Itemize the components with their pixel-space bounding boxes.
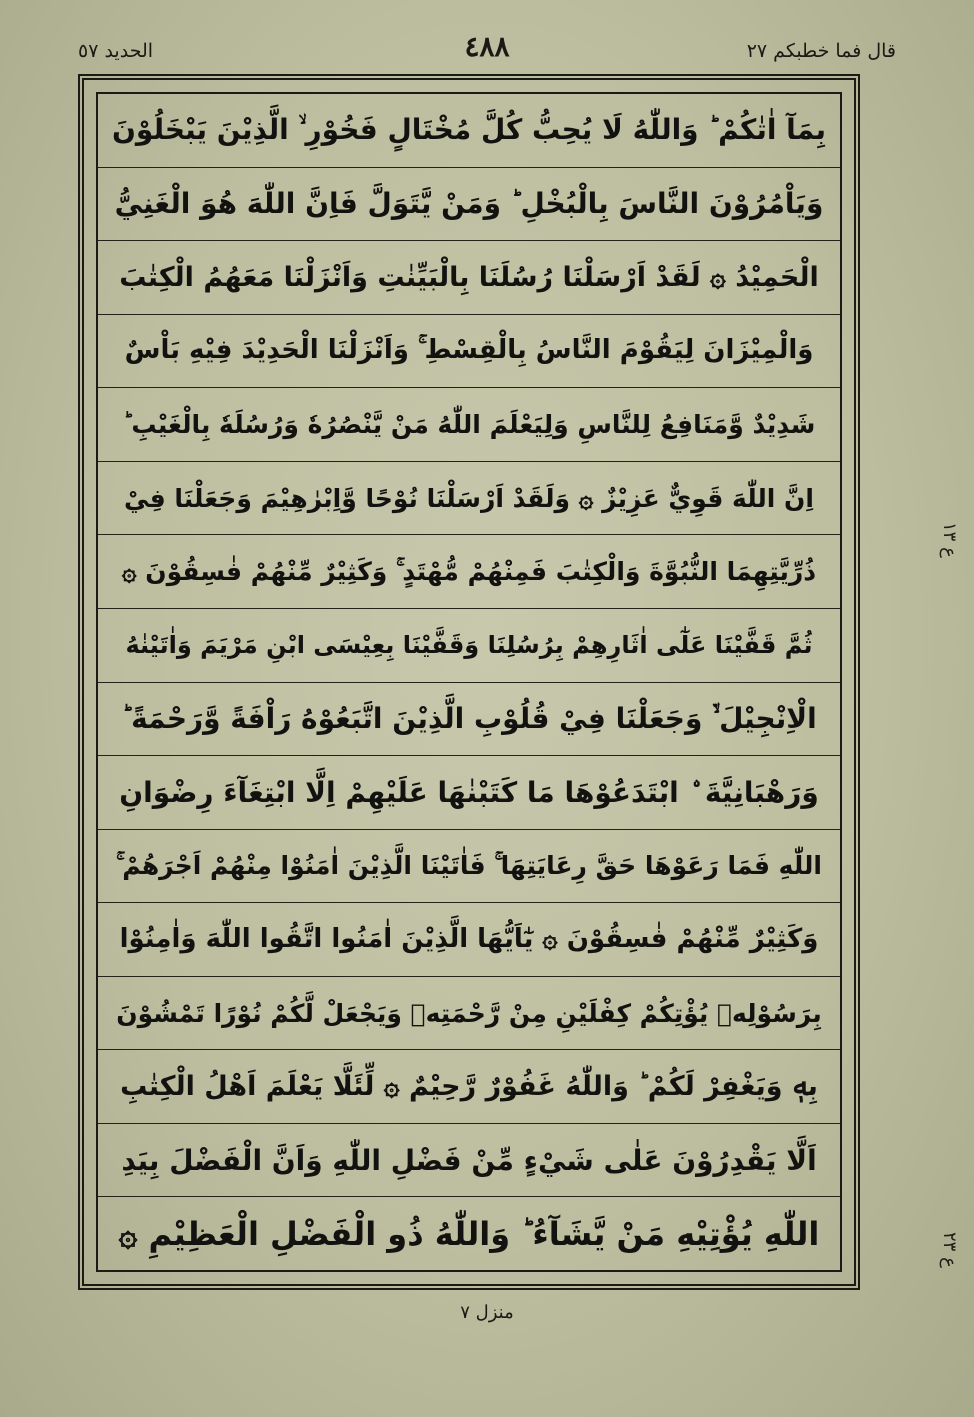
text-frame	[78, 74, 860, 1290]
ruku-marker: ع ٢٣	[939, 1232, 960, 1268]
verse-line: اللّٰهِ يُؤْتِيْهِ مَنْ يَّشَآءُ ؕ وَاللّٰهُ ذُو الْفَضْلِ الْعَظِيْمِ ۞	[118, 1214, 820, 1253]
verse-line: وَيَاْمُرُوْنَ النَّاسَ بِالْبُخْلِ ؕ وَمَنْ يَّتَوَلَّ فَاِنَّ اللّٰهَ هُوَ الْغَنِيُّ	[98, 168, 840, 242]
verse-line: وَالْمِيْزَانَ لِيَقُوْمَ النَّاسُ بِالْقِسْطِ ۚ وَاَنْزَلْنَا الْحَدِيْدَ فِيْهِ بَاْسٌ	[98, 315, 840, 389]
verse-line: وَرَهْبَانِيَّةَ ۨ ابْتَدَعُوْهَا مَا كَتَبْنٰهَا عَلَيْهِمْ اِلَّا ابْتِغَآءَ رِضْوَانِ	[98, 756, 840, 830]
juz-title: قال فما خطبكم ٢٧	[746, 40, 896, 62]
verse-line: ثُمَّ قَفَّيْنَا عَلٰٓى اٰثَارِهِمْ بِرُسُلِنَا وَقَفَّيْنَا بِعِيْسَى ابْنِ مَرْيَمَ وَاٰتَيْنٰهُ	[98, 609, 840, 683]
verse-line: اللّٰهِ فَمَا رَعَوْهَا حَقَّ رِعَايَتِهَا ۚ فَاٰتَيْنَا الَّذِيْنَ اٰمَنُوْا مِنْهُمْ اَجْرَهُمْ ۚ	[98, 830, 840, 904]
verse-line: بِهٖ وَيَغْفِرْ لَكُمْ ؕ وَاللّٰهُ غَفُوْرٌ رَّحِيْمٌ ۞ لِّئَلَّا يَعْلَمَ اَهْلُ الْكِتٰبِ	[98, 1050, 840, 1124]
page-header	[78, 28, 896, 72]
surah-title: الحديد ٥٧	[78, 40, 154, 62]
verse-line: وَكَثِيْرٌ مِّنْهُمْ فٰسِقُوْنَ ۞ يٰٓاَيُّهَا الَّذِيْنَ اٰمَنُوا اتَّقُوا اللّٰهَ وَاٰمِنُوْا	[98, 903, 840, 977]
verse-line: الْحَمِيْدُ ۞ لَقَدْ اَرْسَلْنَا رُسُلَنَا بِالْبَيِّنٰتِ وَاَنْزَلْنَا مَعَهُمُ الْكِتٰبَ	[98, 241, 840, 315]
verse-line: ذُرِّيَّتِهِمَا النُّبُوَّةَ وَالْكِتٰبَ فَمِنْهُمْ مُّهْتَدٍ ۚ وَكَثِيْرٌ مِّنْهُمْ فٰسِقُوْنَ ۞	[98, 535, 840, 609]
verse-line: الْاِنْجِيْلَ ۙ۬ وَجَعَلْنَا فِيْ قُلُوْبِ الَّذِيْنَ اتَّبَعُوْهُ رَاْفَةً وَّرَحْمَةً ؕ	[98, 683, 840, 757]
manzil-label: منزل ٧	[460, 1302, 514, 1323]
verse-line: بِمَآ اٰتٰكُمْ ؕ وَاللّٰهُ لَا يُحِبُّ كُلَّ مُخْتَالٍ فَخُوْرِ ۙ الَّذِيْنَ يَبْخَلُوْنَ	[98, 94, 840, 168]
verse-line: اَلَّا يَقْدِرُوْنَ عَلٰى شَيْءٍ مِّنْ فَضْلِ اللّٰهِ وَاَنَّ الْفَضْلَ بِيَدِ	[98, 1124, 840, 1198]
text-frame-inner	[96, 92, 842, 1272]
verse-line: اِنَّ اللّٰهَ قَوِيٌّ عَزِيْزٌ ۞ وَلَقَدْ اَرْسَلْنَا نُوْحًا وَّاِبْرٰهِيْمَ وَجَعَلْنَا فِيْ	[98, 462, 840, 536]
verse-line: شَدِيْدٌ وَّمَنَافِعُ لِلنَّاسِ وَلِيَعْلَمَ اللّٰهُ مَنْ يَّنْصُرُهٗ وَرُسُلَهٗ بِالْغَيْبِ ؕ	[98, 388, 840, 462]
verse-lines	[98, 94, 840, 1270]
verse-line: بِرَسُوْلِهٖ يُؤْتِكُمْ كِفْلَيْنِ مِنْ رَّحْمَتِهٖ وَيَجْعَلْ لَّكُمْ نُوْرًا تَمْشُوْنَ	[98, 977, 840, 1051]
ruku-marker: ع ١٣	[939, 522, 960, 558]
page-number: ٤٨٨	[464, 30, 510, 63]
